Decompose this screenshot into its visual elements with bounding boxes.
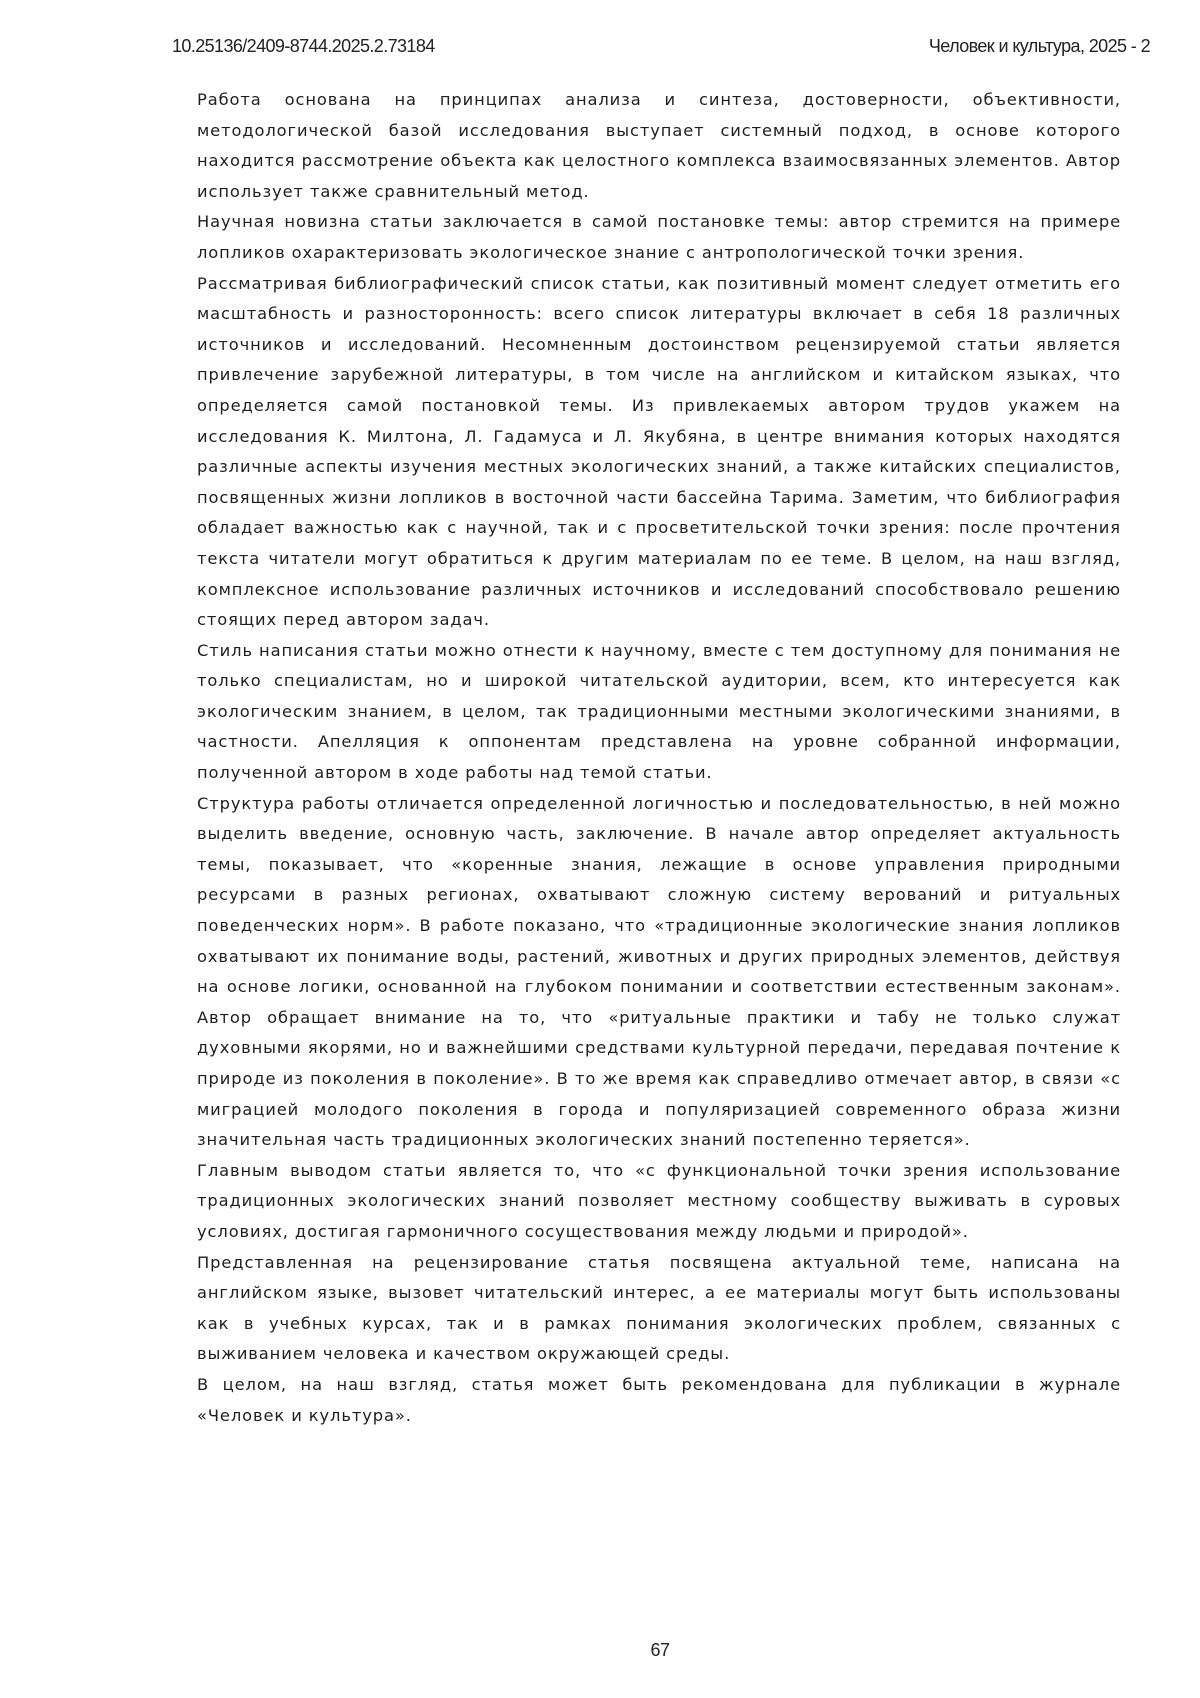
doi-text: 10.25136/2409-8744.2025.2.73184: [172, 36, 435, 56]
paragraph-style: Стиль написания статьи можно отнести к научному, вместе с тем доступному для понимания не только специалистам, но и широкой читательской аудитории, всем, кто интересуется как экологическим знанием, в целом, так традиционными местными экологическими знаниями, в частности. Апелляция к оппонентам представлена на уровне собранной информации, полученной автором в ходе работы над темой статьи.: [197, 640, 1121, 783]
paragraph-recommendation: В целом, на наш взгляд, статья может быть рекомендована для публикации в журнале «Человек и культура».: [197, 1374, 1121, 1425]
paragraph-structure: Структура работы отличается определенной логичностью и последовательностью, в ней можно выделить введение, основную часть, заключение. В начале автор определяет актуальность темы, показывает, что «коренные знания, лежащие в основе управления природными ресурсами в разных регионах, охватывают сложную систему верований и ритуальных поведенческих норм». В работе показано, что «традиционные экологические знания лопликов охватывают их понимание воды, растений, животных и других природных элементов, действуя на основе логики, основанной на глубоком понимании и соответствии естественным законам». Автор обращает внимание на то, что «ритуальные практики и табу не только служат духовными якорями, но и важнейшими средствами культурной передачи, передавая почтение к природе из поколения в поколение». В то же время как справедливо отмечает автор, в связи «с миграцией молодого поколения в города и популяризацией современного образа жизни значительная часть традиционных экологических знаний постепенно теряется».: [197, 793, 1121, 1150]
journal-title: Человек и культура, 2025 - 2: [928, 36, 1150, 56]
page-header: [172, 36, 1150, 62]
article-body: [197, 85, 1121, 1431]
paragraph-bibliography: Рассматривая библиографический список статьи, как позитивный момент следует отметить его масштабность и разносторонность: всего список литературы включает в себя 18 различных источников и исследований. Несомненным достоинством рецензируемой статьи является привлечение зарубежной литературы, в том числе на английском и китайском языках, что определяется самой постановкой темы. Из привлекаемых автором трудов укажем на исследования К. Милтона, Л. Гадамуса и Л. Якубяна, в центре внимания которых находятся различные аспекты изучения местных экологических знаний, а также китайских специалистов, посвященных жизни лопликов в восточной части бассейна Тарима. Заметим, что библиография обладает важностью как с научной, так и с просветительской точки зрения: после прочтения текста читатели могут обратиться к другим материалам по ее теме. В целом, на наш взгляд, комплексное использование различных источников и исследований способствовало решению стоящих перед автором задач.: [197, 273, 1121, 630]
paragraph-methodology: Работа основана на принципах анализа и синтеза, достоверности, объективности, методологической базой исследования выступает системный подход, в основе которого находится рассмотрение объекта как целостного комплекса взаимосвязанных элементов. Автор использует также сравнительный метод.: [197, 90, 1121, 201]
paragraph-relevance: Представленная на рецензирование статья посвящена актуальной теме, написана на английском языке, вызовет читательский интерес, а ее материалы могут быть использованы как в учебных курсах, так и в рамках понимания экологических проблем, связанных с выживанием человека и качеством окружающей среды.: [197, 1252, 1121, 1364]
page-number: 67: [650, 1640, 670, 1660]
paragraph-conclusion: Главным выводом статьи является то, что «с функциональной точки зрения использование традиционных экологических знаний позволяет местному сообществу выживать в суровых условиях, достигая гармоничного сосуществования между людьми и природой».: [197, 1160, 1121, 1241]
paragraph-novelty: Научная новизна статьи заключается в самой постановке темы: автор стремится на примере лопликов охарактеризовать экологическое знание с антропологической точки зрения.: [197, 212, 1121, 262]
